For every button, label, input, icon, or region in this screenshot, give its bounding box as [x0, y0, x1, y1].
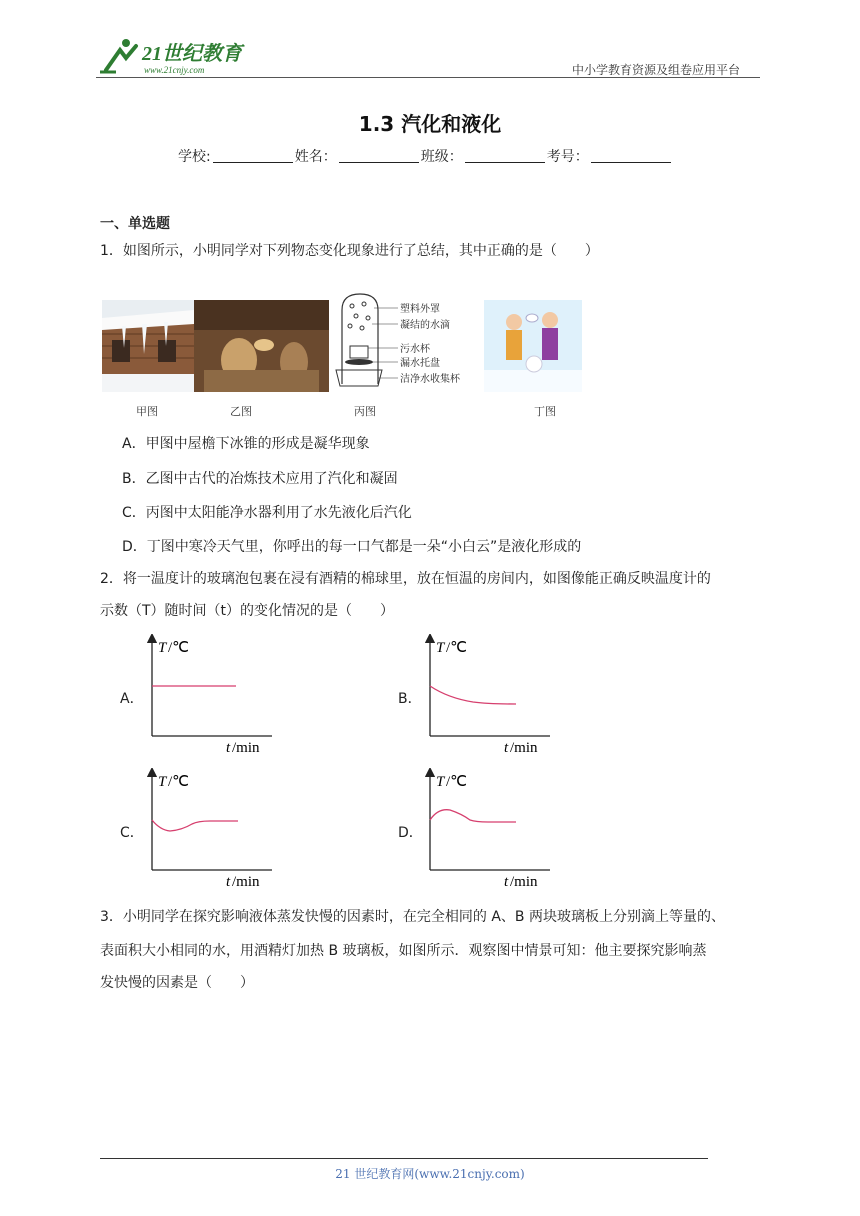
graph-b-y-unit: /℃: [446, 640, 468, 656]
label-clean-water-cup: 洁净水收集杯: [400, 374, 460, 385]
caption-ding: 丁图: [534, 405, 556, 418]
graph-d-x-var: t: [504, 874, 509, 890]
graph-d-y-var: T: [436, 774, 445, 790]
exam-number-blank: [591, 146, 671, 163]
exam-number-label: 考号：: [546, 149, 589, 165]
graph-d-y-unit: /℃: [446, 774, 468, 790]
logo-runner-icon: [96, 36, 266, 78]
caption-jia: 甲图: [136, 405, 158, 418]
question-3-line3: 发快慢的因素是（ ）: [100, 975, 254, 991]
question-1-stem: 1．如图所示，小明同学对下列物态变化现象进行了总结，其中正确的是（ ）: [100, 243, 599, 259]
q2-option-c-label[interactable]: C．: [120, 825, 144, 841]
graph-c-x-unit: /min: [232, 874, 260, 890]
graph-d-curve: [430, 810, 516, 822]
q1-option-a[interactable]: A．甲图中屋檐下冰锥的形成是凝华现象: [122, 436, 370, 452]
label-plastic-cover: 塑料外罩: [400, 304, 440, 315]
graph-a-x-var: t: [226, 740, 231, 756]
graph-b-curve: [430, 686, 516, 704]
q1-option-d[interactable]: D．丁图中寒冷天气里，你呼出的每一口气都是一朵“小白云”是液化形成的: [122, 539, 582, 555]
graph-d-x-unit: /min: [510, 874, 538, 890]
label-dirty-water-cup: 污水杯: [400, 344, 430, 355]
graph-c[interactable]: [140, 768, 275, 890]
graph-a[interactable]: [140, 634, 275, 756]
graph-c-x-var: t: [226, 874, 231, 890]
graph-b-x-var: t: [504, 740, 509, 756]
graph-a-y-var: T: [158, 640, 167, 656]
solar-water-purifier-diagram: [334, 290, 484, 390]
graph-a-x-unit: /min: [232, 740, 260, 756]
graph-c-y-unit: /℃: [168, 774, 190, 790]
header-platform-text: 中小学教育资源及组卷应用平台: [572, 63, 741, 77]
school-label: 学校:: [178, 149, 211, 165]
label-drip-tray: 漏水托盘: [400, 358, 440, 369]
winter-breath-image: [484, 300, 582, 392]
section-heading: 一、单选题: [100, 216, 170, 232]
ancient-smelting-image: [194, 300, 329, 392]
school-blank: [213, 146, 293, 163]
q1-option-c[interactable]: C．丙图中太阳能净水器利用了水先液化后汽化: [122, 505, 412, 521]
name-blank: [339, 146, 419, 163]
graph-d[interactable]: [418, 768, 553, 890]
class-label: 班级：: [420, 149, 463, 165]
question-3-line1: 3．小明同学在探究影响液体蒸发快慢的因素时，在完全相同的 A、B 两块玻璃板上分别滴上等量的、: [100, 909, 725, 925]
logo: [96, 36, 266, 78]
footer-divider: [100, 1158, 708, 1159]
caption-yi: 乙图: [230, 405, 252, 418]
q2-option-d-label[interactable]: D．: [398, 825, 423, 841]
graph-b-y-var: T: [436, 640, 445, 656]
graph-a-y-unit: /℃: [168, 640, 190, 656]
q2-option-a-label[interactable]: A．: [120, 691, 144, 707]
label-condensed-drops: 凝结的水滴: [400, 320, 450, 331]
graph-b-x-unit: /min: [510, 740, 538, 756]
name-label: 姓名：: [294, 149, 337, 165]
graph-c-curve: [152, 820, 238, 831]
q1-option-b[interactable]: B．乙图中古代的冶炼技术应用了汽化和凝固: [122, 471, 398, 487]
header-divider: [96, 77, 760, 78]
graph-b[interactable]: [418, 634, 553, 756]
icicle-house-image: [102, 300, 194, 392]
question-2-stem-line1: 2．将一温度计的玻璃泡包裹在浸有酒精的棉球里，放在恒温的房间内，如图像能正确反映温度计的: [100, 571, 711, 587]
page-title: 1.3 汽化和液化: [358, 112, 502, 136]
q2-option-b-label[interactable]: B．: [398, 691, 422, 707]
logo-title: 21世纪教育: [142, 43, 242, 65]
student-info-row: [178, 146, 673, 166]
question-2-stem-line2: 示数（T）随时间（t）的变化情况的是（ ）: [100, 603, 395, 619]
graph-c-y-var: T: [158, 774, 167, 790]
logo-url: www.21cnjy.com: [144, 65, 205, 75]
question-3-line2: 表面积大小相同的水，用酒精灯加热 B 玻璃板，如图所示．观察图中情景可知：他主要探究影响蒸: [100, 943, 707, 959]
class-blank: [465, 146, 545, 163]
footer-site-text[interactable]: 21 世纪教育网(www.21cnjy.com): [335, 1167, 525, 1181]
caption-bing: 丙图: [354, 405, 376, 418]
